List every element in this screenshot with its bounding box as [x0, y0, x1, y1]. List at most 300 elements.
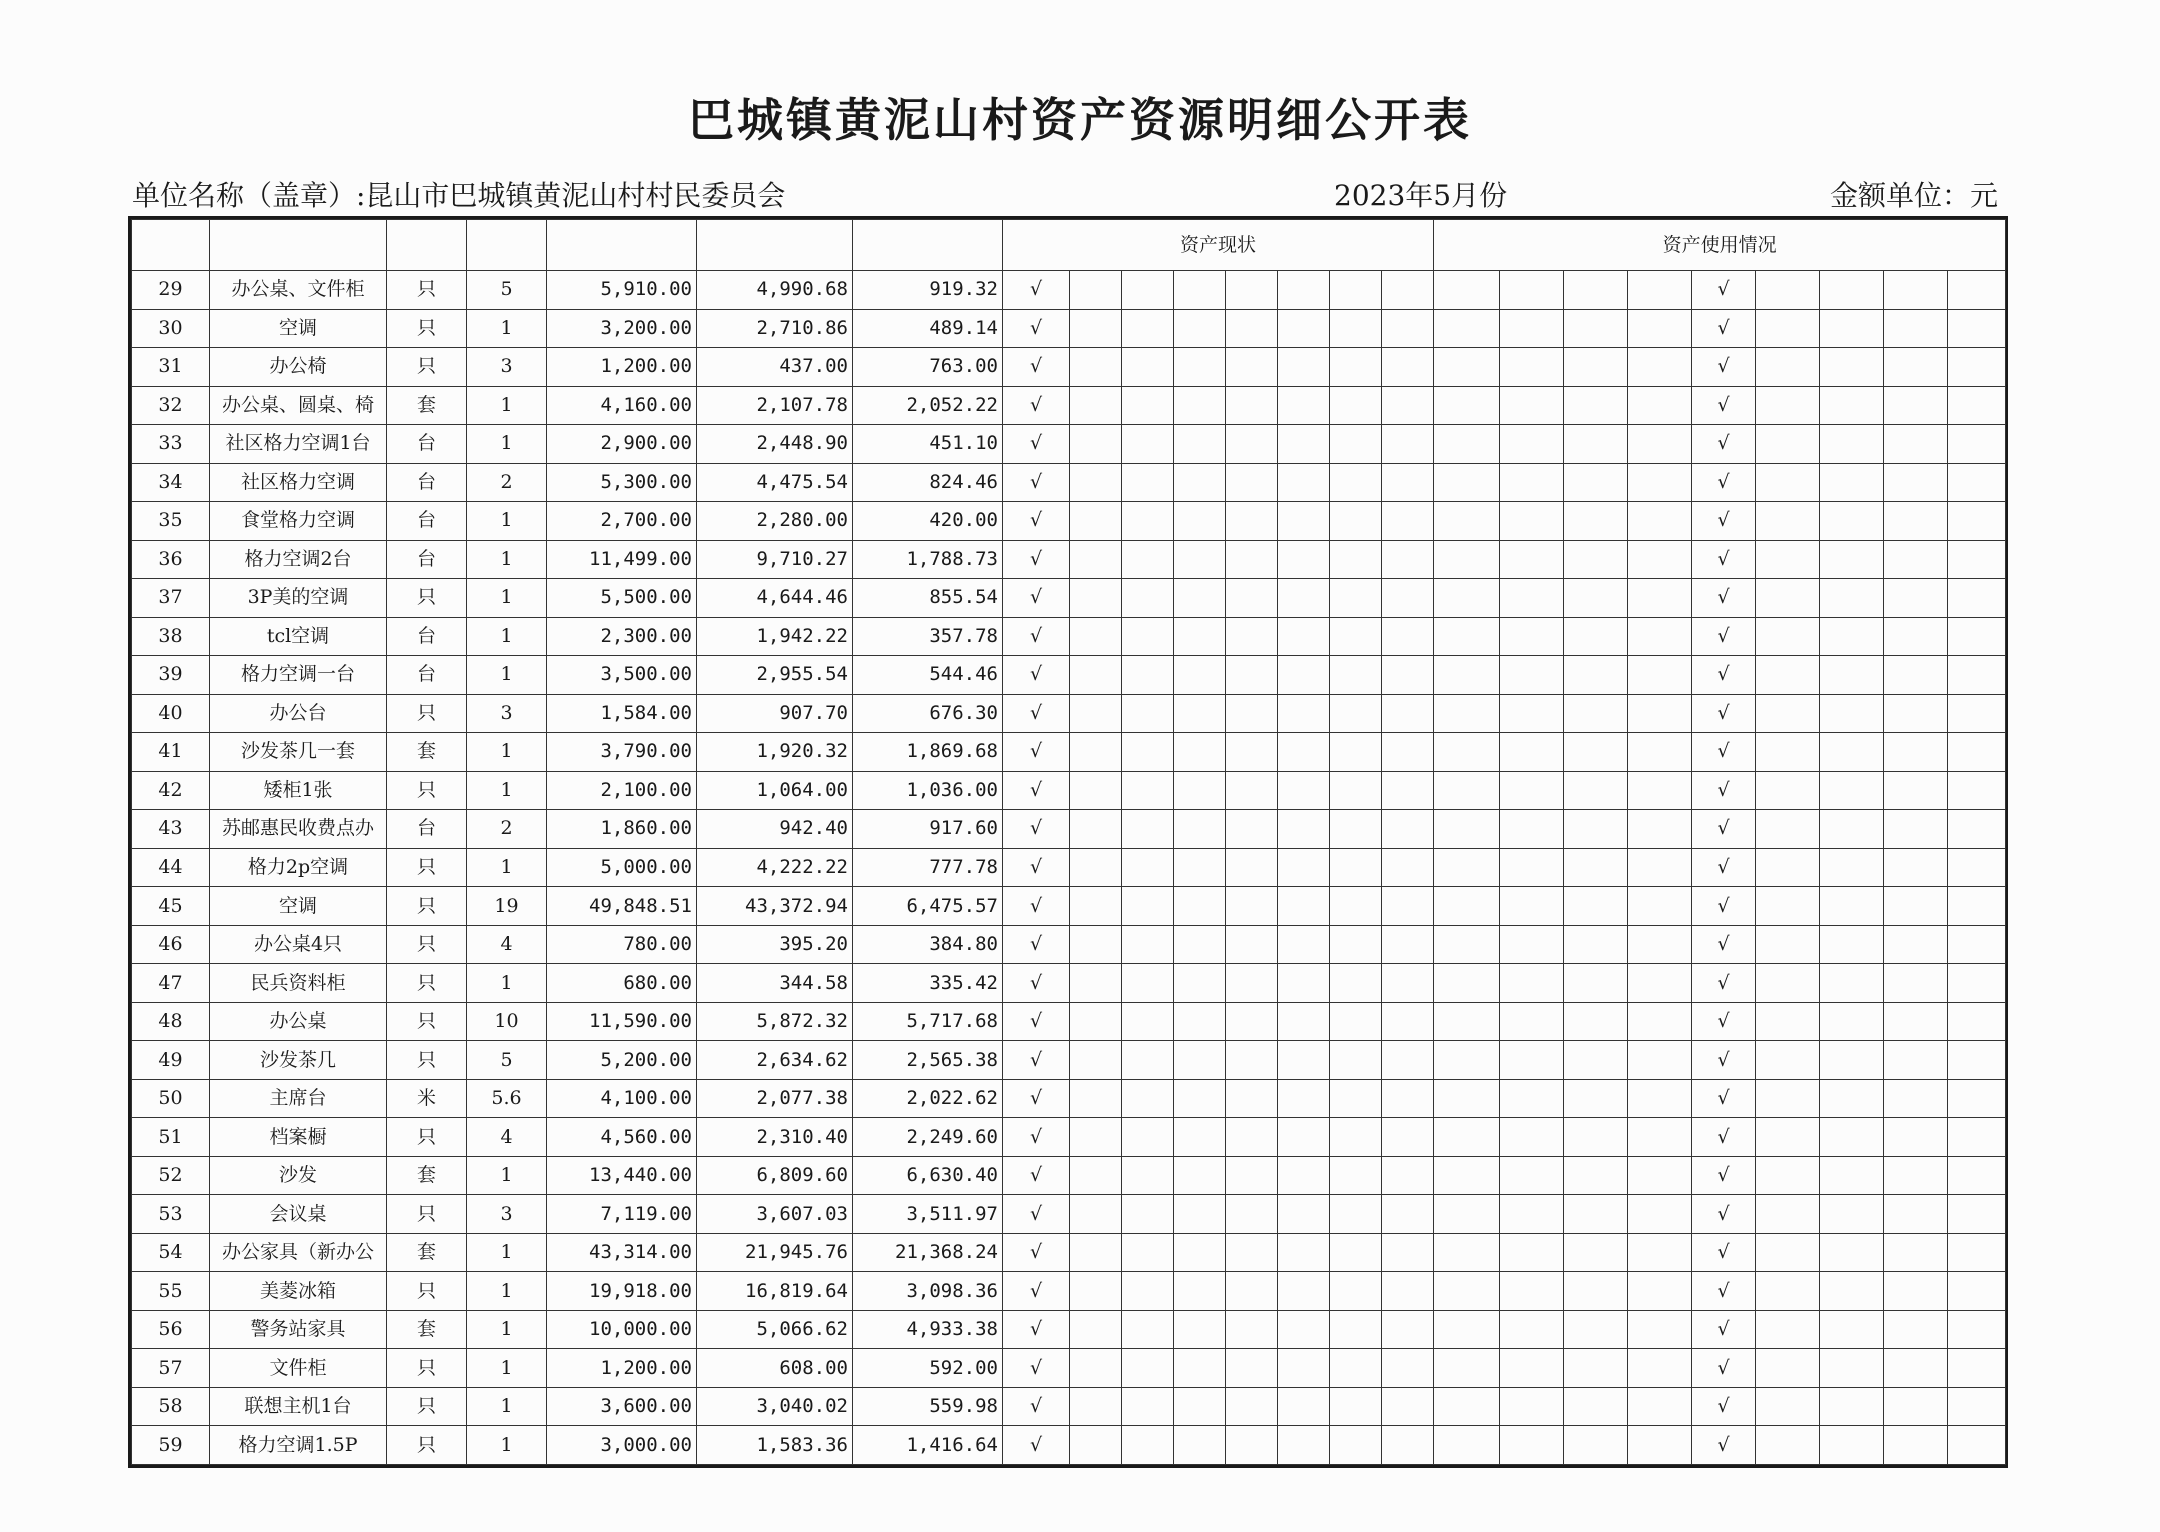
- empty-cell: [1070, 1233, 1122, 1272]
- empty-cell: [1820, 1310, 1884, 1349]
- empty-cell: [1278, 1041, 1330, 1080]
- cell-name: 3P美的空调: [210, 579, 387, 618]
- cell-name: 空调: [210, 309, 387, 348]
- empty-cell: [1330, 887, 1382, 926]
- empty-cell: [1122, 1233, 1174, 1272]
- status-check-mark: √: [1003, 848, 1070, 887]
- empty-cell: [1434, 1387, 1500, 1426]
- cell-no: 59: [132, 1426, 210, 1465]
- status-check-mark: √: [1003, 617, 1070, 656]
- empty-cell: [1628, 1079, 1692, 1118]
- cell-unit: 只: [387, 271, 467, 310]
- cell-net: 1,869.68: [853, 733, 1003, 772]
- empty-cell: [1564, 1310, 1628, 1349]
- table-row: [132, 309, 2006, 348]
- empty-cell: [1564, 579, 1628, 618]
- empty-cell: [1564, 925, 1628, 964]
- empty-cell: [1434, 964, 1500, 1003]
- cell-name: 沙发: [210, 1156, 387, 1195]
- empty-cell: [1122, 694, 1174, 733]
- table-row: [132, 1233, 2006, 1272]
- cell-no: 30: [132, 309, 210, 348]
- status-check-mark: √: [1003, 694, 1070, 733]
- empty-cell: [1948, 1118, 2006, 1157]
- empty-cell: [1382, 1195, 1434, 1234]
- empty-cell: [1070, 1118, 1122, 1157]
- empty-cell: [1226, 1233, 1278, 1272]
- empty-cell: [1820, 1387, 1884, 1426]
- cell-qty: 2: [467, 463, 547, 502]
- empty-cell: [1564, 771, 1628, 810]
- empty-cell: [1820, 1272, 1884, 1311]
- empty-cell: [1226, 964, 1278, 1003]
- cell-no: 58: [132, 1387, 210, 1426]
- cell-no: 52: [132, 1156, 210, 1195]
- cell-no: 31: [132, 348, 210, 387]
- empty-cell: [1226, 656, 1278, 695]
- currency-unit: 金额单位：元: [1829, 179, 1998, 212]
- empty-cell: [1070, 1426, 1122, 1465]
- empty-cell: [1330, 1310, 1382, 1349]
- empty-cell: [1330, 540, 1382, 579]
- cell-no: 53: [132, 1195, 210, 1234]
- empty-cell: [1174, 887, 1226, 926]
- empty-cell: [1226, 386, 1278, 425]
- status-check-mark: √: [1003, 1156, 1070, 1195]
- empty-cell: [1330, 1272, 1382, 1311]
- usage-check-mark: √: [1692, 887, 1756, 926]
- empty-cell: [1564, 1272, 1628, 1311]
- status-check-mark: √: [1003, 1349, 1070, 1388]
- empty-cell: [1948, 1387, 2006, 1426]
- empty-cell: [1884, 848, 1948, 887]
- empty-cell: [1628, 694, 1692, 733]
- cell-qty: 1: [467, 1349, 547, 1388]
- empty-cell: [1070, 694, 1122, 733]
- cell-unit: 台: [387, 656, 467, 695]
- empty-cell: [1884, 1233, 1948, 1272]
- cell-unit: 只: [387, 694, 467, 733]
- empty-cell: [1756, 540, 1820, 579]
- empty-cell: [1500, 964, 1564, 1003]
- empty-cell: [1070, 348, 1122, 387]
- usage-check-mark: √: [1692, 463, 1756, 502]
- cell-name: 警务站家具: [210, 1310, 387, 1349]
- empty-cell: [1330, 1387, 1382, 1426]
- empty-cell: [1564, 1387, 1628, 1426]
- cell-net: 3,098.36: [853, 1272, 1003, 1311]
- cell-no: 40: [132, 694, 210, 733]
- cell-net: 544.46: [853, 656, 1003, 695]
- empty-cell: [1564, 848, 1628, 887]
- empty-cell: [1174, 579, 1226, 618]
- status-check-mark: √: [1003, 502, 1070, 541]
- empty-cell: [1382, 271, 1434, 310]
- empty-cell: [1330, 810, 1382, 849]
- empty-cell: [1382, 540, 1434, 579]
- cell-original: 11,499.00: [547, 540, 697, 579]
- empty-cell: [1756, 425, 1820, 464]
- empty-cell: [1070, 579, 1122, 618]
- empty-cell: [1434, 309, 1500, 348]
- empty-cell: [1564, 540, 1628, 579]
- empty-cell: [1070, 964, 1122, 1003]
- cell-unit: 台: [387, 463, 467, 502]
- empty-cell: [1070, 1195, 1122, 1234]
- empty-cell: [1070, 617, 1122, 656]
- cell-depreciation: 2,448.90: [697, 425, 853, 464]
- empty-cell: [1500, 502, 1564, 541]
- empty-cell: [1628, 733, 1692, 772]
- empty-cell: [1278, 771, 1330, 810]
- cell-net: 335.42: [853, 964, 1003, 1003]
- cell-no: 37: [132, 579, 210, 618]
- table-row: [132, 1349, 2006, 1388]
- empty-cell: [1756, 1079, 1820, 1118]
- empty-cell: [1070, 810, 1122, 849]
- empty-cell: [1330, 425, 1382, 464]
- empty-cell: [1820, 1195, 1884, 1234]
- empty-cell: [1174, 348, 1226, 387]
- empty-cell: [1820, 386, 1884, 425]
- empty-cell: [1330, 1195, 1382, 1234]
- empty-cell: [1174, 1079, 1226, 1118]
- empty-cell: [1820, 463, 1884, 502]
- empty-cell: [1500, 540, 1564, 579]
- cell-unit: 只: [387, 1272, 467, 1311]
- empty-cell: [1226, 1426, 1278, 1465]
- cell-depreciation: 16,819.64: [697, 1272, 853, 1311]
- empty-cell: [1070, 1349, 1122, 1388]
- cell-qty: 5: [467, 271, 547, 310]
- empty-cell: [1226, 771, 1278, 810]
- cell-unit: 套: [387, 733, 467, 772]
- table-row: [132, 1079, 2006, 1118]
- cell-original: 2,700.00: [547, 502, 697, 541]
- cell-depreciation: 437.00: [697, 348, 853, 387]
- empty-cell: [1226, 309, 1278, 348]
- empty-cell: [1948, 1426, 2006, 1465]
- empty-cell: [1330, 1002, 1382, 1041]
- empty-cell: [1278, 1233, 1330, 1272]
- empty-cell: [1500, 1118, 1564, 1157]
- empty-cell: [1278, 1002, 1330, 1041]
- table-row: [132, 848, 2006, 887]
- empty-cell: [1756, 1349, 1820, 1388]
- cell-no: 57: [132, 1349, 210, 1388]
- cell-original: 5,910.00: [547, 271, 697, 310]
- empty-cell: [1820, 348, 1884, 387]
- status-check-mark: √: [1003, 271, 1070, 310]
- cell-unit: 只: [387, 848, 467, 887]
- status-check-mark: √: [1003, 1079, 1070, 1118]
- cell-unit: 只: [387, 1387, 467, 1426]
- empty-cell: [1820, 733, 1884, 772]
- empty-cell: [1382, 694, 1434, 733]
- table-row: [132, 1156, 2006, 1195]
- usage-check-mark: √: [1692, 617, 1756, 656]
- empty-cell: [1820, 656, 1884, 695]
- empty-cell: [1756, 887, 1820, 926]
- empty-cell: [1948, 579, 2006, 618]
- usage-check-mark: √: [1692, 348, 1756, 387]
- header-cell: [697, 220, 853, 271]
- cell-depreciation: 9,710.27: [697, 540, 853, 579]
- empty-cell: [1564, 1349, 1628, 1388]
- empty-cell: [1756, 1387, 1820, 1426]
- empty-cell: [1330, 1156, 1382, 1195]
- cell-original: 5,300.00: [547, 463, 697, 502]
- empty-cell: [1330, 579, 1382, 618]
- usage-check-mark: √: [1692, 1118, 1756, 1157]
- cell-depreciation: 4,644.46: [697, 579, 853, 618]
- cell-qty: 1: [467, 1387, 547, 1426]
- empty-cell: [1756, 309, 1820, 348]
- cell-qty: 1: [467, 617, 547, 656]
- cell-net: 357.78: [853, 617, 1003, 656]
- empty-cell: [1382, 1387, 1434, 1426]
- empty-cell: [1500, 694, 1564, 733]
- cell-qty: 1: [467, 425, 547, 464]
- empty-cell: [1564, 1041, 1628, 1080]
- cell-name: 联想主机1台: [210, 1387, 387, 1426]
- empty-cell: [1756, 733, 1820, 772]
- empty-cell: [1500, 1233, 1564, 1272]
- empty-cell: [1884, 309, 1948, 348]
- empty-cell: [1820, 617, 1884, 656]
- empty-cell: [1070, 540, 1122, 579]
- empty-cell: [1226, 733, 1278, 772]
- empty-cell: [1174, 1156, 1226, 1195]
- table-row: [132, 964, 2006, 1003]
- header-cell: [210, 220, 387, 271]
- empty-cell: [1122, 1002, 1174, 1041]
- status-check-mark: √: [1003, 1002, 1070, 1041]
- empty-cell: [1756, 348, 1820, 387]
- cell-depreciation: 5,066.62: [697, 1310, 853, 1349]
- empty-cell: [1226, 1156, 1278, 1195]
- empty-cell: [1948, 733, 2006, 772]
- status-check-mark: √: [1003, 1272, 1070, 1311]
- cell-name: 格力空调2台: [210, 540, 387, 579]
- empty-cell: [1564, 887, 1628, 926]
- empty-cell: [1226, 1079, 1278, 1118]
- empty-cell: [1884, 1118, 1948, 1157]
- empty-cell: [1330, 386, 1382, 425]
- cell-net: 3,511.97: [853, 1195, 1003, 1234]
- cell-unit: 米: [387, 1079, 467, 1118]
- cell-unit: 只: [387, 579, 467, 618]
- empty-cell: [1122, 386, 1174, 425]
- empty-cell: [1434, 771, 1500, 810]
- cell-original: 2,900.00: [547, 425, 697, 464]
- empty-cell: [1434, 810, 1500, 849]
- empty-cell: [1070, 1272, 1122, 1311]
- cell-name: 办公椅: [210, 348, 387, 387]
- cell-net: 763.00: [853, 348, 1003, 387]
- usage-check-mark: √: [1692, 1349, 1756, 1388]
- empty-cell: [1122, 617, 1174, 656]
- empty-cell: [1226, 925, 1278, 964]
- status-check-mark: √: [1003, 887, 1070, 926]
- cell-no: 43: [132, 810, 210, 849]
- empty-cell: [1330, 1426, 1382, 1465]
- cell-unit: 台: [387, 540, 467, 579]
- empty-cell: [1628, 1233, 1692, 1272]
- usage-check-mark: √: [1692, 1195, 1756, 1234]
- usage-check-mark: √: [1692, 1156, 1756, 1195]
- status-check-mark: √: [1003, 309, 1070, 348]
- empty-cell: [1948, 1349, 2006, 1388]
- empty-cell: [1382, 1002, 1434, 1041]
- cell-name: 办公桌4只: [210, 925, 387, 964]
- empty-cell: [1756, 1041, 1820, 1080]
- table-row: [132, 1310, 2006, 1349]
- empty-cell: [1564, 1156, 1628, 1195]
- empty-cell: [1948, 887, 2006, 926]
- empty-cell: [1948, 1002, 2006, 1041]
- empty-cell: [1628, 964, 1692, 1003]
- empty-cell: [1948, 348, 2006, 387]
- cell-qty: 1: [467, 964, 547, 1003]
- empty-cell: [1382, 1272, 1434, 1311]
- empty-cell: [1628, 502, 1692, 541]
- cell-unit: 只: [387, 771, 467, 810]
- usage-check-mark: √: [1692, 1041, 1756, 1080]
- empty-cell: [1434, 925, 1500, 964]
- status-check-mark: √: [1003, 1310, 1070, 1349]
- empty-cell: [1628, 617, 1692, 656]
- table-row: [132, 1387, 2006, 1426]
- status-check-mark: √: [1003, 425, 1070, 464]
- cell-original: 10,000.00: [547, 1310, 697, 1349]
- empty-cell: [1434, 425, 1500, 464]
- empty-cell: [1278, 1079, 1330, 1118]
- empty-cell: [1382, 1310, 1434, 1349]
- cell-no: 48: [132, 1002, 210, 1041]
- cell-net: 1,036.00: [853, 771, 1003, 810]
- empty-cell: [1070, 656, 1122, 695]
- empty-cell: [1434, 271, 1500, 310]
- empty-cell: [1500, 309, 1564, 348]
- cell-original: 3,200.00: [547, 309, 697, 348]
- empty-cell: [1070, 925, 1122, 964]
- empty-cell: [1756, 1118, 1820, 1157]
- empty-cell: [1820, 1156, 1884, 1195]
- empty-cell: [1948, 271, 2006, 310]
- empty-cell: [1278, 925, 1330, 964]
- empty-cell: [1434, 1079, 1500, 1118]
- empty-cell: [1948, 425, 2006, 464]
- empty-cell: [1948, 771, 2006, 810]
- cell-original: 1,200.00: [547, 1349, 697, 1388]
- empty-cell: [1884, 579, 1948, 618]
- status-check-mark: √: [1003, 386, 1070, 425]
- usage-check-mark: √: [1692, 386, 1756, 425]
- empty-cell: [1756, 271, 1820, 310]
- empty-cell: [1884, 540, 1948, 579]
- cell-original: 49,848.51: [547, 887, 697, 926]
- cell-depreciation: 1,064.00: [697, 771, 853, 810]
- table-row: [132, 925, 2006, 964]
- empty-cell: [1434, 1233, 1500, 1272]
- cell-unit: 套: [387, 1233, 467, 1272]
- empty-cell: [1564, 733, 1628, 772]
- empty-cell: [1278, 1156, 1330, 1195]
- empty-cell: [1564, 1118, 1628, 1157]
- empty-cell: [1070, 425, 1122, 464]
- cell-depreciation: 4,222.22: [697, 848, 853, 887]
- empty-cell: [1564, 964, 1628, 1003]
- cell-net: 6,630.40: [853, 1156, 1003, 1195]
- cell-net: 5,717.68: [853, 1002, 1003, 1041]
- empty-cell: [1330, 1041, 1382, 1080]
- empty-cell: [1278, 810, 1330, 849]
- empty-cell: [1628, 656, 1692, 695]
- page-title: 巴城镇黄泥山村资产资源明细公开表: [688, 93, 1472, 147]
- table-row: [132, 1426, 2006, 1465]
- empty-cell: [1434, 502, 1500, 541]
- empty-cell: [1122, 810, 1174, 849]
- empty-cell: [1174, 425, 1226, 464]
- cell-qty: 4: [467, 925, 547, 964]
- empty-cell: [1382, 1233, 1434, 1272]
- empty-cell: [1278, 579, 1330, 618]
- cell-depreciation: 2,710.86: [697, 309, 853, 348]
- empty-cell: [1122, 733, 1174, 772]
- empty-cell: [1330, 925, 1382, 964]
- empty-cell: [1278, 617, 1330, 656]
- empty-cell: [1500, 810, 1564, 849]
- header-cell: [467, 220, 547, 271]
- empty-cell: [1884, 964, 1948, 1003]
- cell-name: 文件柜: [210, 1349, 387, 1388]
- cell-name: 办公家具（新办公: [210, 1233, 387, 1272]
- empty-cell: [1884, 617, 1948, 656]
- empty-cell: [1884, 348, 1948, 387]
- status-check-mark: √: [1003, 1233, 1070, 1272]
- empty-cell: [1122, 1349, 1174, 1388]
- empty-cell: [1500, 463, 1564, 502]
- empty-cell: [1174, 656, 1226, 695]
- empty-cell: [1122, 1310, 1174, 1349]
- empty-cell: [1820, 1118, 1884, 1157]
- status-check-mark: √: [1003, 810, 1070, 849]
- status-check-mark: √: [1003, 579, 1070, 618]
- empty-cell: [1756, 386, 1820, 425]
- empty-cell: [1948, 925, 2006, 964]
- cell-original: 7,119.00: [547, 1195, 697, 1234]
- empty-cell: [1820, 925, 1884, 964]
- cell-original: 2,100.00: [547, 771, 697, 810]
- empty-cell: [1278, 848, 1330, 887]
- cell-no: 54: [132, 1233, 210, 1272]
- empty-cell: [1884, 1310, 1948, 1349]
- empty-cell: [1434, 1002, 1500, 1041]
- table-row: [132, 1195, 2006, 1234]
- cell-no: 29: [132, 271, 210, 310]
- empty-cell: [1382, 887, 1434, 926]
- asset-usage-header: 资产使用情况: [1434, 220, 2006, 271]
- cell-name: 民兵资料柜: [210, 964, 387, 1003]
- cell-original: 3,000.00: [547, 1426, 697, 1465]
- empty-cell: [1820, 540, 1884, 579]
- table-row: [132, 386, 2006, 425]
- empty-cell: [1382, 1079, 1434, 1118]
- empty-cell: [1226, 502, 1278, 541]
- empty-cell: [1174, 463, 1226, 502]
- table-row: [132, 1041, 2006, 1080]
